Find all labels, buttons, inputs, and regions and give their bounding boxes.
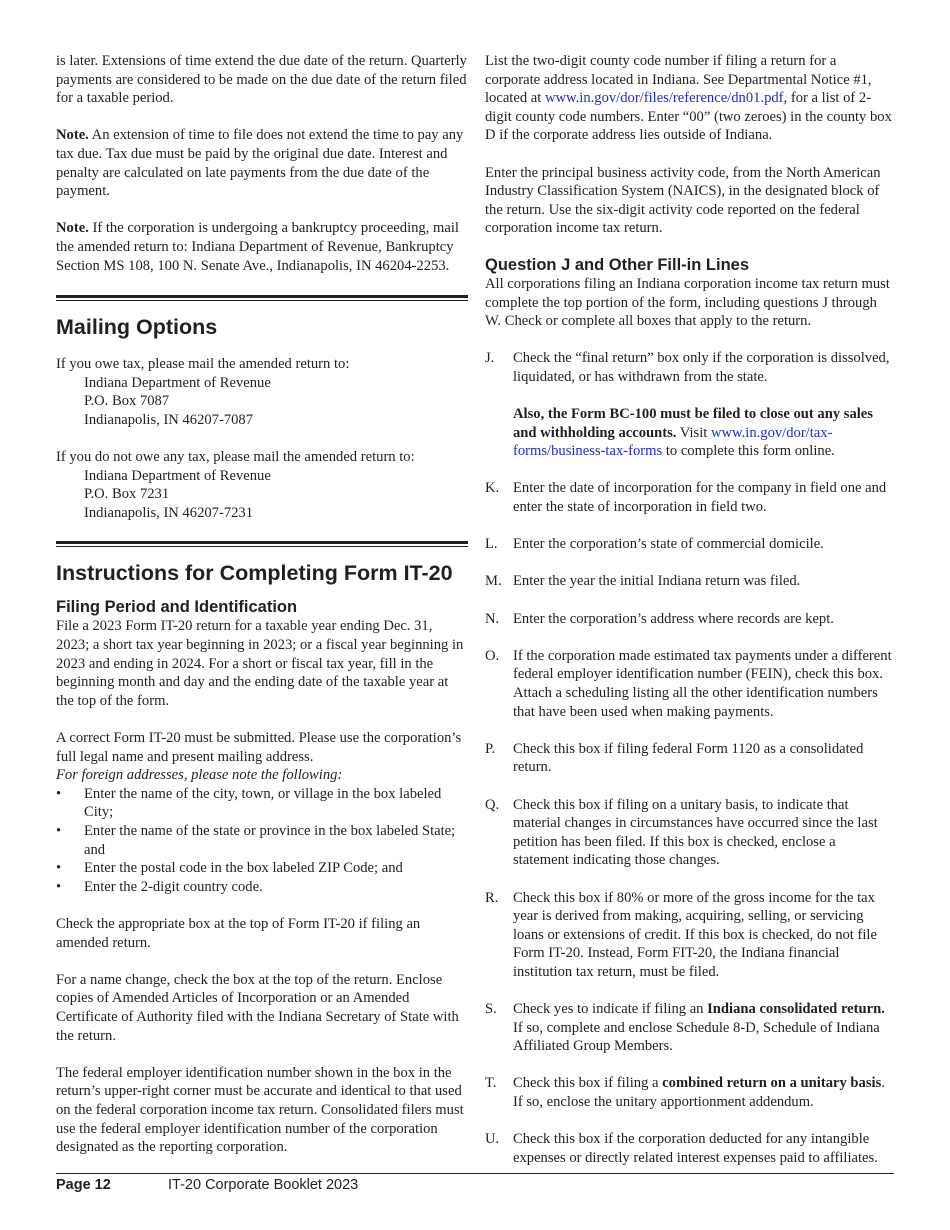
item-text: Enter the date of incorporation for the company in field one and enter the state of incorporation in field two. — [513, 480, 887, 516]
owe-tax-address — [56, 374, 468, 430]
address-line: Indianapolis, IN 46207-7231 — [84, 504, 254, 521]
correct-form-paragraph: A correct Form IT-20 must be submitted. Please use the corporation’s full legal name and present mailing address. — [56, 730, 462, 765]
filing-period-subheading: Filing Period and Identification — [56, 598, 298, 617]
item-letter: Q. — [485, 796, 500, 813]
no-tax-intro: If you do not owe any tax, please mail the amended return to: — [56, 449, 415, 466]
item-text: Enter the corporation’s address where records are kept. — [513, 610, 834, 627]
item-o — [485, 647, 895, 721]
footer-divider — [56, 1173, 894, 1174]
item-letter: S. — [485, 1001, 497, 1018]
note-label: Note. — [56, 127, 89, 144]
item-p — [485, 740, 895, 777]
question-j-heading: Question J and Other Fill-in Lines — [485, 255, 750, 274]
owe-tax-intro: If you owe tax, please mail the amended return to: — [56, 356, 350, 373]
amended-return-paragraph: Check the appropriate box at the top of Form IT-20 if filing an amended return. — [56, 915, 421, 951]
item-n — [485, 610, 895, 629]
item-letter: P. — [485, 740, 496, 757]
no-tax-address — [56, 467, 468, 523]
item-k — [485, 479, 895, 516]
foreign-address-note: For foreign addresses, please note the following: — [56, 767, 343, 784]
item-text: Check this box if the corporation deducted for any intangible expenses or directly related interest expenses paid to affiliates. — [513, 1131, 878, 1166]
note-bankruptcy — [56, 219, 468, 275]
item-q — [485, 796, 895, 870]
item-t — [485, 1074, 895, 1111]
list-item: • Enter the name of the city, town, or village in the box labeled City; — [56, 785, 468, 822]
item-text: Check this box if 80% or more of the gross income for the tax year is derived from making, acquiring, selling, or servicing loans or extensions of credit. If this box is checked, do not file Form IT-20. Instead, Form FIT-20, the Indiana financial institution tax return, must be filed. — [513, 889, 877, 980]
address-line: Indiana Department of Revenue — [84, 374, 271, 391]
item-text: Check yes to indicate if filing an Indiana consolidated return. If so, complete and enclose Schedule 8-D, Schedule of Indiana Affiliated Group Members. — [513, 1001, 885, 1055]
note-label: Note. — [56, 220, 89, 237]
item-text: Check the “final return” box only if the corporation is dissolved, liquidated, or has withdrawn from the state. — [513, 350, 890, 385]
item-j — [485, 349, 895, 461]
item-text: Check this box if filing on a unitary basis, to indicate that material changes in circumstances have occurred since the last petition has been filed. If this box is checked, enclose a statement indicating those changes. — [513, 796, 878, 869]
item-text: Check this box if filing a combined return on a unitary basis. If so, enclose the unitary apportionment addendum. — [513, 1075, 885, 1111]
foreign-address-list — [56, 785, 468, 897]
note-text: An extension of time to file does not extend the time to pay any tax due. Tax due must be paid by the original due date. Interest and penalty are calculated on late payments from the due date of the payment. — [56, 127, 464, 200]
address-line: Indiana Department of Revenue — [84, 467, 271, 484]
item-letter: J. — [485, 350, 495, 367]
list-item: • Enter the name of the state or province in the box labeled State; and — [56, 822, 468, 859]
item-letter: L. — [485, 536, 498, 553]
right-column — [485, 52, 895, 1167]
item-u — [485, 1130, 895, 1167]
item-letter: N. — [485, 610, 500, 627]
county-code-paragraph: List the two-digit county code number if filing a return for a corporate address located in Indiana. See Departmental Notice #1, located at www.in.gov/dor/files/reference/dn01.pdf, for a list of 2-digit county code numbers. Enter “00” (two zeroes) in the county box D if the corporate address lies outside of Indiana. — [485, 53, 892, 144]
note-text: If the corporation is undergoing a bankruptcy proceeding, mail the amended return to: Indiana Department of Revenue, Bankruptcy Section MS 108, 100 N. Senate Ave., Indianapolis, IN 46204-2253. — [56, 220, 459, 274]
question-j-intro: All corporations filing an Indiana corporation income tax return must complete the top portion of the form, including questions J through W. Check or complete all boxes that apply to the return. — [485, 275, 890, 330]
extension-paragraph: is later. Extensions of time extend the due date of the return. Quarterly payments are considered to be made on the due date of the return filed for a taxable period. — [56, 53, 467, 107]
item-letter: M. — [485, 573, 502, 590]
item-s — [485, 1000, 895, 1056]
item-text: If the corporation made estimated tax payments under a different federal employer identification number (FEIN), check this box. Attach a scheduling listing all the other identification numbers that have been used when making payments. — [513, 647, 892, 720]
item-l — [485, 535, 895, 554]
page-number: Page 12 — [56, 1177, 111, 1193]
item-text: Enter the year the initial Indiana return was filed. — [513, 573, 801, 590]
name-change-paragraph: For a name change, check the box at the top of the return. Enclose copies of Amended Articles of Incorporation or an Amended Certificate of Authority filed with the Indiana Secretary of State with the return. — [56, 971, 459, 1044]
departmental-notice-link[interactable]: www.in.gov/dor/files/reference/dn01.pdf — [544, 90, 784, 107]
address-line: P.O. Box 7231 — [84, 486, 170, 503]
item-letter: U. — [485, 1131, 500, 1148]
item-text: Check this box if filing federal Form 1120 as a consolidated return. — [513, 740, 864, 776]
list-item: • Enter the 2-digit country code. — [56, 878, 468, 897]
item-letter: R. — [485, 889, 499, 906]
bc100-note: Also, the Form BC-100 must be filed to close out any sales and withholding accounts. Visit www.in.gov/dor/tax-forms/business-tax-forms to complete this form online. — [513, 406, 873, 460]
note-extension — [56, 126, 468, 200]
mailing-options-heading: Mailing Options — [56, 315, 218, 340]
booklet-title: IT-20 Corporate Booklet 2023 — [168, 1177, 359, 1193]
item-letter: O. — [485, 647, 500, 664]
section-divider — [56, 541, 468, 547]
filing-period-paragraph: File a 2023 Form IT-20 return for a taxable year ending Dec. 31, 2023; a short tax year beginning in 2023; or a fiscal year beginning in 2023 and ending in 2024. For a short or fiscal tax year, fill in the beginning month and day and the ending date of the taxable year at the top of the form. — [56, 618, 464, 709]
list-item: • Enter the postal code in the box labeled ZIP Code; and — [56, 859, 468, 878]
instructions-heading: Instructions for Completing Form IT-20 — [56, 561, 453, 586]
item-letter: K. — [485, 480, 500, 497]
business-tax-forms-link[interactable]: www.in.gov/dor/tax-forms/business-tax-forms — [513, 424, 833, 460]
fein-paragraph: The federal employer identification number shown in the box in the return’s upper-right corner must be accurate and identical to that used on the federal corporation income tax return. Consolidated filers must use the federal employer identification number of the corporation designated as the reporting corporation. — [56, 1064, 464, 1156]
section-divider — [56, 295, 468, 301]
address-line: P.O. Box 7087 — [84, 393, 170, 410]
left-column — [56, 52, 468, 1157]
item-text: Enter the corporation’s state of commercial domicile. — [513, 536, 824, 553]
item-letter: T. — [485, 1075, 497, 1092]
naics-paragraph: Enter the principal business activity code, from the North American Industry Classification System (NAICS), in the designated block of the return. Use the six-digit activity code reported on the federal corporation income tax return. — [485, 164, 881, 237]
item-r — [485, 889, 895, 982]
address-line: Indianapolis, IN 46207-7087 — [84, 411, 254, 428]
item-m — [485, 572, 895, 591]
